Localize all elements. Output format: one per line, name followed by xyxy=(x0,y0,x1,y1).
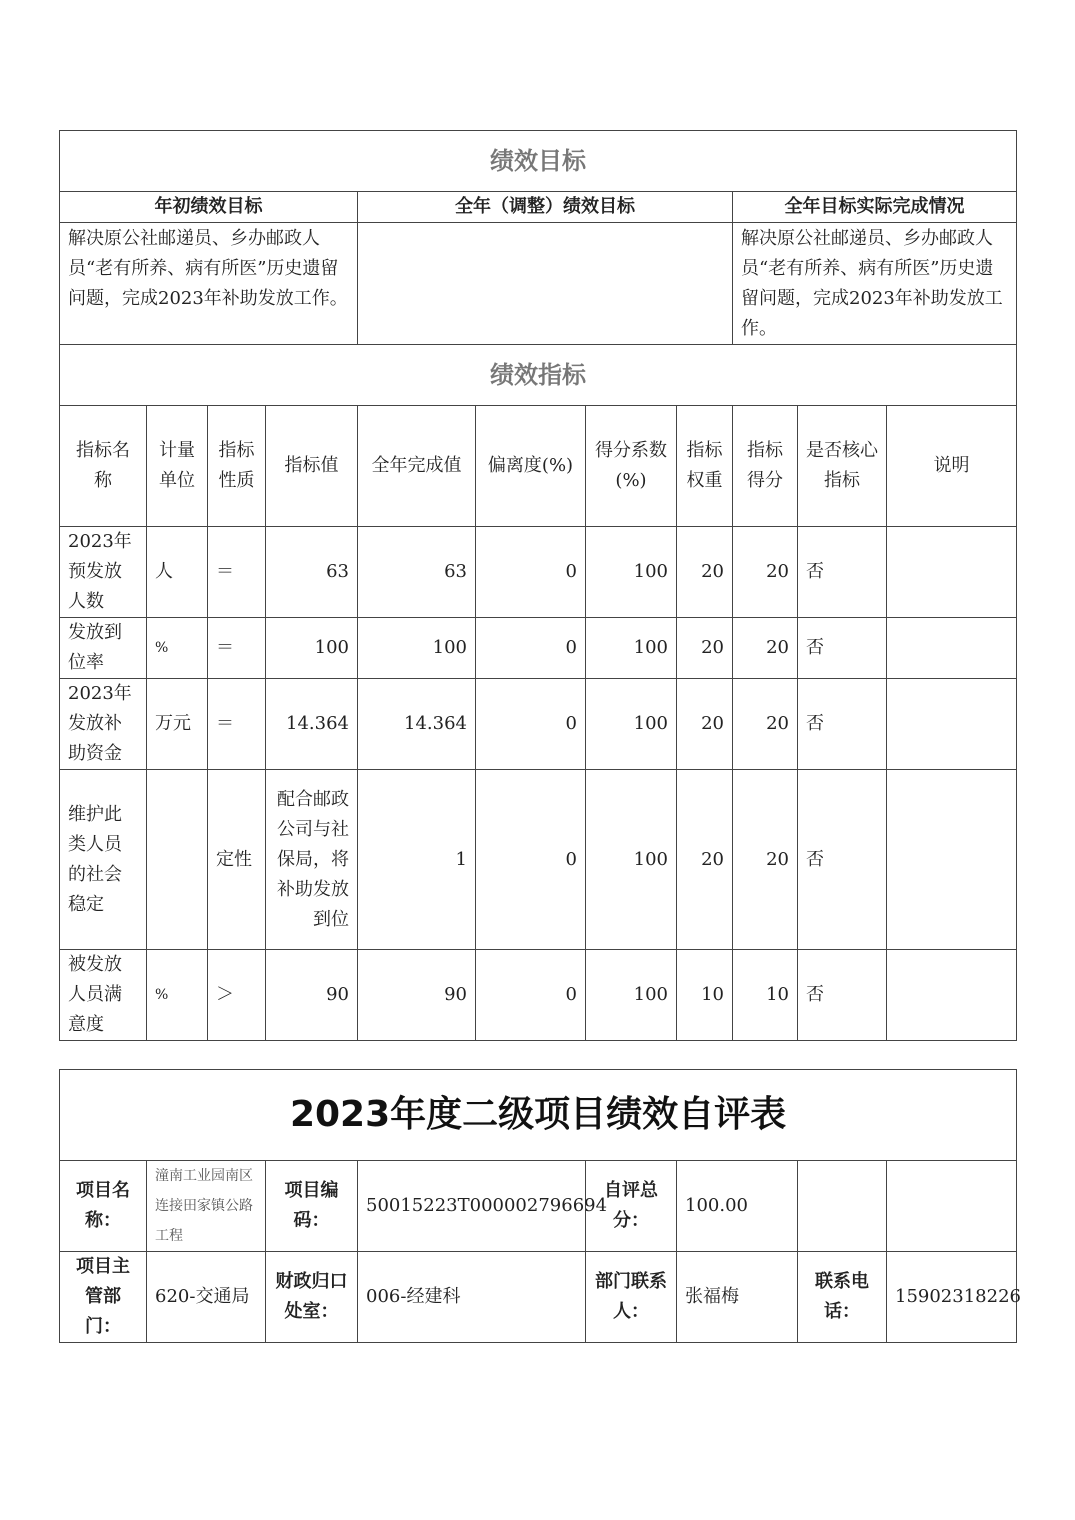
weight-cell: 10 xyxy=(677,950,733,1041)
is-core-cell: 否 xyxy=(798,618,887,679)
self-evaluation-table xyxy=(59,1069,1021,1343)
dept-contact-label: 部门联系人： xyxy=(586,1252,677,1343)
phone-value: 15902318226 xyxy=(887,1252,1017,1343)
note-cell xyxy=(887,770,1017,950)
table-row xyxy=(60,770,1017,950)
adjusted-goal-text xyxy=(358,223,733,345)
score-cell: 20 xyxy=(733,618,798,679)
weight-cell: 20 xyxy=(677,770,733,950)
deviation-cell: 0 xyxy=(476,950,586,1041)
note-cell xyxy=(887,527,1017,618)
table-row xyxy=(60,618,1017,679)
self-score-value: 100.00 xyxy=(677,1161,798,1252)
table-row xyxy=(60,679,1017,770)
completed-value-cell: 1 xyxy=(358,770,476,950)
indicator-name-cell: 维护此类人员的社会稳定 xyxy=(60,770,147,950)
deviation-cell: 0 xyxy=(476,618,586,679)
nature-cell: ＝ xyxy=(208,618,266,679)
score-coefficient-cell: 100 xyxy=(586,770,677,950)
score-coefficient-cell: 100 xyxy=(586,950,677,1041)
unit-cell: % xyxy=(147,950,208,1041)
weight-cell: 20 xyxy=(677,618,733,679)
performance-table xyxy=(59,130,1017,1041)
dept-contact-value: 张福梅 xyxy=(677,1252,798,1343)
project-name-value: 潼南工业园南区连接田家镇公路工程 xyxy=(147,1161,266,1252)
completed-value-cell: 14.364 xyxy=(358,679,476,770)
target-value-cell: 100 xyxy=(266,618,358,679)
note-cell xyxy=(887,618,1017,679)
project-name-label: 项目名称： xyxy=(60,1161,147,1252)
note-cell xyxy=(887,950,1017,1041)
nature-cell: 定性 xyxy=(208,770,266,950)
nature-cell: ＝ xyxy=(208,527,266,618)
col-adjusted-goal: 全年（调整）绩效目标 xyxy=(358,192,733,223)
table-row xyxy=(60,950,1017,1041)
completed-value-cell: 100 xyxy=(358,618,476,679)
unit-cell: % xyxy=(147,618,208,679)
score-coefficient-cell: 100 xyxy=(586,679,677,770)
col-initial-goal: 年初绩效目标 xyxy=(60,192,358,223)
indicator-name-cell: 2023年预发放人数 xyxy=(60,527,147,618)
project-code-value: 50015223T000002796694 xyxy=(358,1161,586,1252)
deviation-cell: 0 xyxy=(476,679,586,770)
score-cell: 20 xyxy=(733,770,798,950)
managing-dept-label: 项目主管部门： xyxy=(60,1252,147,1343)
is-core-cell: 否 xyxy=(798,770,887,950)
score-cell: 10 xyxy=(733,950,798,1041)
score-coefficient-cell: 100 xyxy=(586,527,677,618)
weight-cell: 20 xyxy=(677,527,733,618)
empty-cell xyxy=(798,1161,887,1252)
header-completed-value: 全年完成值 xyxy=(358,406,476,527)
col-actual-completion: 全年目标实际完成情况 xyxy=(733,192,1017,223)
score-cell: 20 xyxy=(733,679,798,770)
deviation-cell: 0 xyxy=(476,527,586,618)
unit-cell: 万元 xyxy=(147,679,208,770)
table-row xyxy=(60,527,1017,618)
header-deviation: 偏离度(%) xyxy=(476,406,586,527)
managing-dept-value: 620-交通局 xyxy=(147,1252,266,1343)
actual-completion-text: 解决原公社邮递员、乡办邮政人员“老有所养、病有所医”历史遗留问题，完成2023年补助发放工作。 xyxy=(733,223,1017,345)
target-value-cell: 90 xyxy=(266,950,358,1041)
header-nature: 指标性质 xyxy=(208,406,266,527)
completed-value-cell: 63 xyxy=(358,527,476,618)
indicator-name-cell: 发放到位率 xyxy=(60,618,147,679)
header-score-coefficient: 得分系数(%) xyxy=(586,406,677,527)
finance-office-value: 006-经建科 xyxy=(358,1252,586,1343)
note-cell xyxy=(887,679,1017,770)
is-core-cell: 否 xyxy=(798,527,887,618)
score-coefficient-cell: 100 xyxy=(586,618,677,679)
unit-cell: 人 xyxy=(147,527,208,618)
header-weight: 指标权重 xyxy=(677,406,733,527)
header-score: 指标得分 xyxy=(733,406,798,527)
nature-cell: ＞ xyxy=(208,950,266,1041)
indicator-name-cell: 被发放人员满意度 xyxy=(60,950,147,1041)
header-note: 说明 xyxy=(887,406,1017,527)
initial-goal-text: 解决原公社邮递员、乡办邮政人员“老有所养、病有所医”历史遗留问题，完成2023年补助发放工作。 xyxy=(60,223,358,345)
completed-value-cell: 90 xyxy=(358,950,476,1041)
is-core-cell: 否 xyxy=(798,950,887,1041)
self-score-label: 自评总分： xyxy=(586,1161,677,1252)
indicators-section-title: 绩效指标 xyxy=(60,345,1017,406)
phone-label: 联系电话： xyxy=(798,1252,887,1343)
target-value-cell: 配合邮政公司与社保局，将补助发放到位 xyxy=(266,770,358,950)
goals-section-title: 绩效目标 xyxy=(60,131,1017,192)
unit-cell xyxy=(147,770,208,950)
nature-cell: ＝ xyxy=(208,679,266,770)
header-unit: 计量单位 xyxy=(147,406,208,527)
header-target-value: 指标值 xyxy=(266,406,358,527)
weight-cell: 20 xyxy=(677,679,733,770)
header-indicator-name: 指标名称 xyxy=(60,406,147,527)
header-is-core: 是否核心指标 xyxy=(798,406,887,527)
target-value-cell: 14.364 xyxy=(266,679,358,770)
indicator-name-cell: 2023年发放补助资金 xyxy=(60,679,147,770)
target-value-cell: 63 xyxy=(266,527,358,618)
empty-cell xyxy=(887,1161,1017,1252)
page-title: 2023年度二级项目绩效自评表 xyxy=(60,1070,1017,1161)
score-cell: 20 xyxy=(733,527,798,618)
deviation-cell: 0 xyxy=(476,770,586,950)
finance-office-label: 财政归口处室： xyxy=(266,1252,358,1343)
project-code-label: 项目编码： xyxy=(266,1161,358,1252)
is-core-cell: 否 xyxy=(798,679,887,770)
